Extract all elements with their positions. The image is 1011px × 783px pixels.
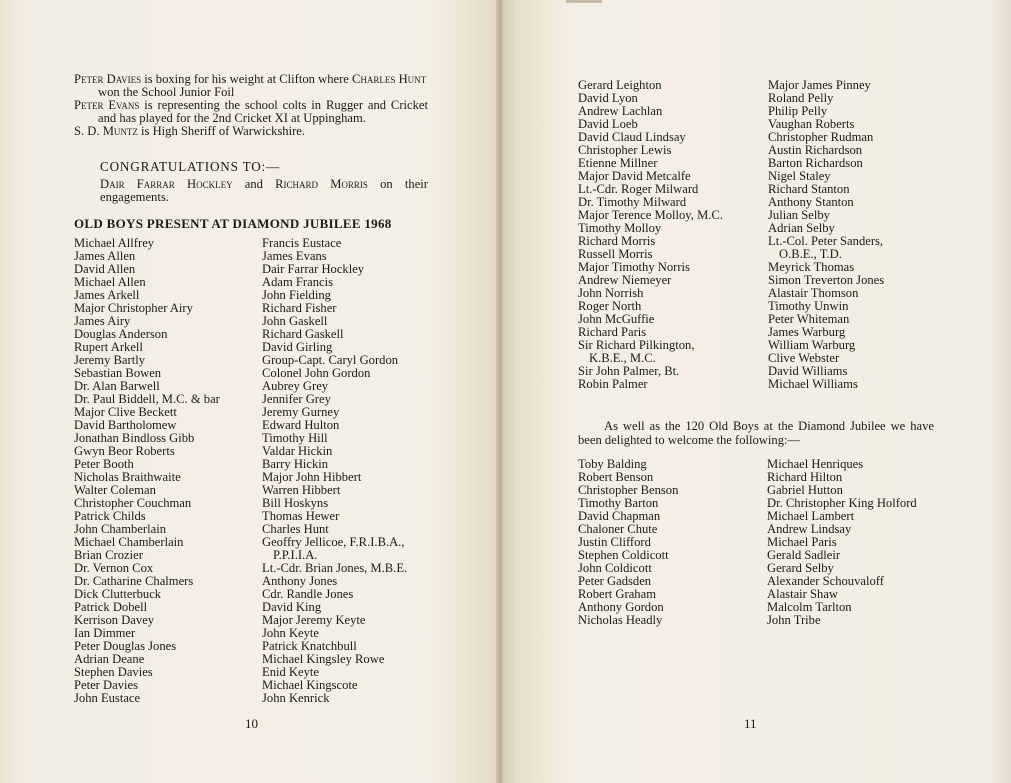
name-entry: Michael Lambert xyxy=(767,509,855,523)
name-entry: Michael Henriques xyxy=(767,457,864,471)
name-entry: Patrick Knatchbull xyxy=(262,639,357,653)
name-entry: Stephen Davies xyxy=(74,665,153,679)
name-entry: Geoffry Jellicoe, F.R.I.B.A., xyxy=(262,535,405,549)
name-entry: Clive Webster xyxy=(768,351,840,365)
name-entry: Charles Hunt xyxy=(262,522,329,536)
name-entry: Warren Hibbert xyxy=(262,483,341,497)
page-number: 10 xyxy=(245,716,258,731)
name-entry: Gerald Sadleir xyxy=(767,548,841,562)
name-entry: Chaloner Chute xyxy=(578,522,658,536)
name-entry: Cdr. Randle Jones xyxy=(262,587,354,601)
name-entry: Christopher Benson xyxy=(578,483,679,497)
name-entry: Michael Allen xyxy=(74,275,146,289)
name-entry: Peter Gadsden xyxy=(578,574,652,588)
name-entry: Edward Hulton xyxy=(262,418,340,432)
guests-column-1 xyxy=(578,458,678,627)
congratulations-heading: CONGRATULATIONS TO:— xyxy=(100,159,280,174)
name-entry: Major Timothy Norris xyxy=(578,260,690,274)
name-entry: Michael Allfrey xyxy=(74,236,155,250)
name-entry: Christopher Rudman xyxy=(768,130,874,144)
name-entry: David King xyxy=(262,600,322,614)
name-entry: David Girling xyxy=(262,340,333,354)
name-entry: Richard Morris xyxy=(578,234,656,248)
name-entry: Anthony Jones xyxy=(262,574,338,588)
name-entry: Alastair Shaw xyxy=(767,587,838,601)
name-entry: Roland Pelly xyxy=(768,91,834,105)
name-entry: Jennifer Grey xyxy=(262,392,331,406)
name-entry: P.P.I.I.A. xyxy=(273,548,318,562)
name-entry: David Chapman xyxy=(578,509,661,523)
note-name: Charles Hunt xyxy=(352,72,427,86)
guests-intro xyxy=(578,420,934,447)
name-entry: James Arkell xyxy=(74,288,140,302)
name-entry: Nigel Staley xyxy=(768,169,831,183)
name-entry: Richard Gaskell xyxy=(262,327,344,341)
name-entry: Andrew Lindsay xyxy=(767,522,852,536)
name-entry: Simon Treverton Jones xyxy=(768,273,885,287)
name-entry: Barry Hickin xyxy=(262,457,329,471)
name-entry: Jeremy Gurney xyxy=(262,405,340,419)
name-entry: Peter Douglas Jones xyxy=(74,639,177,653)
name-entry: Andrew Lachlan xyxy=(578,104,663,118)
name-entry: Bill Hoskyns xyxy=(262,496,329,510)
note-muntz xyxy=(74,125,428,138)
name-entry: Lt.-Cdr. Brian Jones, M.B.E. xyxy=(262,561,408,575)
note-text: on their engagements. xyxy=(100,177,428,204)
note-name: Richard Morris xyxy=(275,177,368,191)
name-entry: Sir John Palmer, Bt. xyxy=(578,364,680,378)
name-entry: Anthony Stanton xyxy=(768,195,854,209)
name-entry: David Williams xyxy=(768,364,848,378)
old-boys-column-3 xyxy=(578,79,723,391)
name-entry: Francis Eustace xyxy=(262,236,342,250)
name-entry: Christopher Lewis xyxy=(578,143,672,157)
name-entry: O.B.E., T.D. xyxy=(779,247,842,261)
name-entry: Robin Palmer xyxy=(578,377,648,391)
name-entry: Lt.-Cdr. Roger Milward xyxy=(578,182,699,196)
name-entry: Michael Williams xyxy=(768,377,858,391)
name-entry: James Allen xyxy=(74,249,136,263)
name-entry: James Evans xyxy=(262,249,327,263)
top-mark xyxy=(566,0,602,3)
name-entry: Dr. Timothy Milward xyxy=(578,195,687,209)
name-entry: Aubrey Grey xyxy=(262,379,329,393)
note-peter-evans xyxy=(74,99,428,125)
name-entry: Valdar Hickin xyxy=(262,444,333,458)
name-entry: Timothy Molloy xyxy=(578,221,662,235)
name-entry: Colonel John Gordon xyxy=(262,366,371,380)
name-entry: John Chamberlain xyxy=(74,522,166,536)
name-entry: Austin Richardson xyxy=(768,143,863,157)
name-entry: Richard Paris xyxy=(578,325,647,339)
name-entry: Patrick Dobell xyxy=(74,600,148,614)
name-entry: John McGuffie xyxy=(578,312,655,326)
name-entry: Russell Morris xyxy=(578,247,653,261)
name-entry: William Warburg xyxy=(768,338,856,352)
section-heading: OLD BOYS PRESENT AT DIAMOND JUBILEE 1968 xyxy=(74,216,392,231)
name-entry: Adrian Selby xyxy=(768,221,835,235)
name-entry: Rupert Arkell xyxy=(74,340,143,354)
name-entry: Major James Pinney xyxy=(768,78,871,92)
name-entry: Robert Graham xyxy=(578,587,656,601)
name-entry: Dr. Vernon Cox xyxy=(74,561,154,575)
name-entry: Roger North xyxy=(578,299,642,313)
name-entry: David Lyon xyxy=(578,91,638,105)
note-text: won the School Junior Foil xyxy=(98,85,235,99)
name-entry: Adrian Deane xyxy=(74,652,145,666)
note-name: Peter Davies xyxy=(74,72,142,86)
old-boys-column-2 xyxy=(262,237,407,705)
page-number: 11 xyxy=(744,716,757,731)
old-boys-column-1 xyxy=(74,237,220,705)
name-entry: Dick Clutterbuck xyxy=(74,587,162,601)
name-entry: Nicholas Braithwaite xyxy=(74,470,181,484)
name-entry: Alexander Schouvaloff xyxy=(767,574,884,588)
note-name: Peter Evans xyxy=(74,98,140,112)
name-entry: Malcolm Tarlton xyxy=(767,600,852,614)
name-entry: Jonathan Bindloss Gibb xyxy=(74,431,195,445)
name-entry: Vaughan Roberts xyxy=(768,117,855,131)
old-boys-column-4 xyxy=(768,79,884,391)
name-entry: Justin Clifford xyxy=(578,535,651,549)
name-entry: Major Christopher Airy xyxy=(74,301,193,315)
name-entry: Ian Dimmer xyxy=(74,626,136,640)
name-entry: Peter Booth xyxy=(74,457,134,471)
name-entry: Anthony Gordon xyxy=(578,600,664,614)
name-entry: Timothy Unwin xyxy=(768,299,849,313)
note-name: S. D. Muntz xyxy=(74,124,138,138)
name-entry: Michael Kingscote xyxy=(262,678,358,692)
left-page xyxy=(0,0,502,783)
name-entry: Gabriel Hutton xyxy=(767,483,843,497)
name-entry: Andrew Niemeyer xyxy=(578,273,672,287)
right-page xyxy=(502,0,1011,783)
name-entry: John Fielding xyxy=(262,288,331,302)
name-entry: Toby Balding xyxy=(578,457,647,471)
name-entry: Gerard Leighton xyxy=(578,78,662,92)
note-text: is High Sheriff of Warwickshire. xyxy=(137,124,305,138)
name-entry: Brian Crozier xyxy=(74,548,143,562)
name-entry: Gwyn Beor Roberts xyxy=(74,444,175,458)
note-name: Dair Farrar Hockley xyxy=(100,177,233,191)
name-entry: Julian Selby xyxy=(768,208,830,222)
name-entry: Major David Metcalfe xyxy=(578,169,691,183)
name-entry: David Claud Lindsay xyxy=(578,130,686,144)
name-entry: Major John Hibbert xyxy=(262,470,362,484)
engagement-note xyxy=(100,178,428,204)
name-entry: Douglas Anderson xyxy=(74,327,168,341)
name-entry: Michael Paris xyxy=(767,535,837,549)
name-entry: Dr. Paul Biddell, M.C. & bar xyxy=(74,392,220,406)
name-entry: Meyrick Thomas xyxy=(768,260,855,274)
name-entry: Dr. Alan Barwell xyxy=(74,379,160,393)
name-entry: Adam Francis xyxy=(262,275,333,289)
note-text: is representing the school colts in Rugger and Cricket and has played for the 2nd Cricket XI at Uppingham. xyxy=(98,98,428,125)
name-entry: Jeremy Bartly xyxy=(74,353,145,367)
name-entry: Peter Whiteman xyxy=(768,312,850,326)
name-entry: Richard Stanton xyxy=(768,182,850,196)
name-entry: K.B.E., M.C. xyxy=(589,351,656,365)
name-entry: Enid Keyte xyxy=(262,665,320,679)
name-entry: Thomas Hewer xyxy=(262,509,340,523)
name-entry: Michael Kingsley Rowe xyxy=(262,652,385,666)
name-entry: Sebastian Bowen xyxy=(74,366,162,380)
name-entry: Alastair Thomson xyxy=(768,286,859,300)
name-entry: David Allen xyxy=(74,262,136,276)
note-text: is boxing for his weight at Clifton where xyxy=(141,72,353,86)
name-entry: James Airy xyxy=(74,314,131,328)
name-entry: Timothy Barton xyxy=(578,496,659,510)
name-entry: David Bartholomew xyxy=(74,418,177,432)
name-entry: Christopher Couchman xyxy=(74,496,192,510)
name-entry: Michael Chamberlain xyxy=(74,535,184,549)
name-entry: John Keyte xyxy=(262,626,320,640)
name-entry: John Kenrick xyxy=(262,691,330,705)
name-entry: Lt.-Col. Peter Sanders, xyxy=(768,234,884,248)
name-entry: Peter Davies xyxy=(74,678,138,692)
name-entry: Major Jeremy Keyte xyxy=(262,613,366,627)
name-entry: John Tribe xyxy=(767,613,821,627)
name-entry: John Norrish xyxy=(578,286,644,300)
name-entry: Walter Coleman xyxy=(74,483,156,497)
name-entry: Timothy Hill xyxy=(262,431,328,445)
name-entry: Robert Benson xyxy=(578,470,654,484)
guests-column-2 xyxy=(767,458,917,627)
name-entry: Nicholas Headly xyxy=(578,613,663,627)
name-entry: Major Clive Beckett xyxy=(74,405,177,419)
name-entry: Gerard Selby xyxy=(767,561,834,575)
name-entry: Richard Hilton xyxy=(767,470,843,484)
note-text: and xyxy=(232,177,276,191)
name-entry: Richard Fisher xyxy=(262,301,337,315)
name-entry: Stephen Coldicott xyxy=(578,548,669,562)
name-entry: John Coldicott xyxy=(578,561,652,575)
name-entry: Patrick Childs xyxy=(74,509,146,523)
name-entry: Dr. Catharine Chalmers xyxy=(74,574,194,588)
name-entry: Kerrison Davey xyxy=(74,613,155,627)
note-peter-davies xyxy=(74,73,428,99)
intro-text: As well as the 120 Old Boys at the Diamond Jubilee we have been delighted to welcome the following:— xyxy=(578,419,934,447)
name-entry: Sir Richard Pilkington, xyxy=(578,338,695,352)
name-entry: James Warburg xyxy=(768,325,846,339)
name-entry: Dr. Christopher King Holford xyxy=(767,496,917,510)
name-entry: Group-Capt. Caryl Gordon xyxy=(262,353,399,367)
name-entry: John Gaskell xyxy=(262,314,328,328)
name-entry: Major Terence Molloy, M.C. xyxy=(578,208,723,222)
news-notes xyxy=(74,73,428,138)
name-entry: Etienne Millner xyxy=(578,156,658,170)
name-entry: Philip Pelly xyxy=(768,104,828,118)
name-entry: John Eustace xyxy=(74,691,141,705)
name-entry: Dair Farrar Hockley xyxy=(262,262,365,276)
name-entry: Barton Richardson xyxy=(768,156,863,170)
name-entry: David Loeb xyxy=(578,117,638,131)
